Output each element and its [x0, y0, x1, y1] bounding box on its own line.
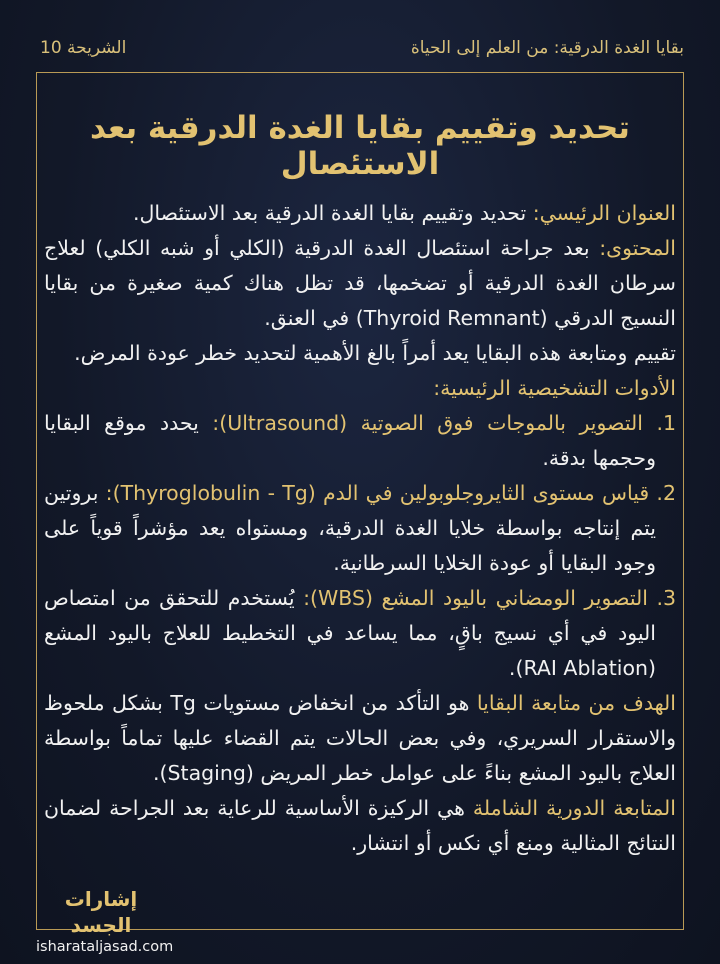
content-text: بعد جراحة استئصال الغدة الدرقية (الكلي أو شبه الكلي) لعلاج سرطان الغدة الدرقية أو تضخمها، قد تظل هناك كمية صغيرة من بقايا النسيج الدرقي (Thyroid Remnant) في العنق.	[44, 236, 676, 330]
list-item	[44, 406, 676, 476]
goal-paragraph	[44, 686, 676, 791]
main-title-label: العنوان الرئيسي:	[532, 201, 676, 225]
list-item	[44, 581, 676, 686]
page-title: تحديد وتقييم بقايا الغدة الدرقية بعد الاستئصال	[90, 110, 630, 182]
goal-text: هو التأكد من انخفاض مستويات Tg بشكل ملحوظ والاستقرار السريري، وفي بعض الحالات يتم القضاء عليها تماماً بواسطة العلاج باليود المشع بناءً على عوامل خطر المريض (Staging).	[44, 691, 676, 785]
followup-text: هي الركيزة الأساسية للرعاية بعد الجراحة لضمان النتائج المثالية ومنع أي نكس أو انتشار.	[44, 796, 676, 855]
followup-label: المتابعة الدورية الشاملة	[472, 796, 676, 820]
followup-paragraph	[44, 791, 676, 861]
content-paragraph	[44, 231, 676, 336]
tool-text: يُستخدم للتحقق من امتصاص اليود في أي نسيج باقٍ، مما يساعد في التخطيط للعلاج باليود المشع (RAI Ablation).	[44, 586, 656, 680]
importance-paragraph: تقييم ومتابعة هذه البقايا يعد أمراً بالغ الأهمية لتحديد خطر عودة المرض.	[74, 341, 676, 365]
brand-name: إشارات الجسد	[64, 887, 138, 937]
slide-content	[44, 196, 676, 861]
tool-text: يحدد موقع البقايا وحجمها بدقة.	[44, 411, 656, 470]
main-title-text: تحديد وتقييم بقايا الغدة الدرقية بعد الاستئصال.	[133, 201, 533, 225]
website-url: isharataljasad.com	[36, 939, 174, 955]
main-title-paragraph	[44, 196, 676, 231]
goal-label: الهدف من متابعة البقايا	[476, 691, 676, 715]
slide-number: الشريحة 10	[40, 38, 127, 58]
tool-text: بروتين يتم إنتاجه بواسطة خلايا الغدة الدرقية، ومستواه يعد مؤشراً قوياً على وجود البقايا أو عودة الخلايا السرطانية.	[44, 481, 656, 575]
series-title: بقايا الغدة الدرقية: من العلم إلى الحياة	[410, 38, 684, 58]
content-label: المحتوى:	[599, 236, 676, 260]
tool-label: 3. التصوير الومضاني باليود المشع (WBS):	[303, 586, 677, 610]
brand-logo	[36, 886, 174, 956]
slide-header	[40, 38, 684, 58]
tool-label: 2. قياس مستوى الثايروجلوبولين في الدم (Thyroglobulin - Tg):	[105, 481, 676, 505]
tools-heading: الأدوات التشخيصية الرئيسية:	[433, 376, 676, 400]
tool-label: 1. التصوير بالموجات فوق الصوتية (Ultrasound):	[212, 411, 677, 435]
list-item	[44, 476, 676, 581]
